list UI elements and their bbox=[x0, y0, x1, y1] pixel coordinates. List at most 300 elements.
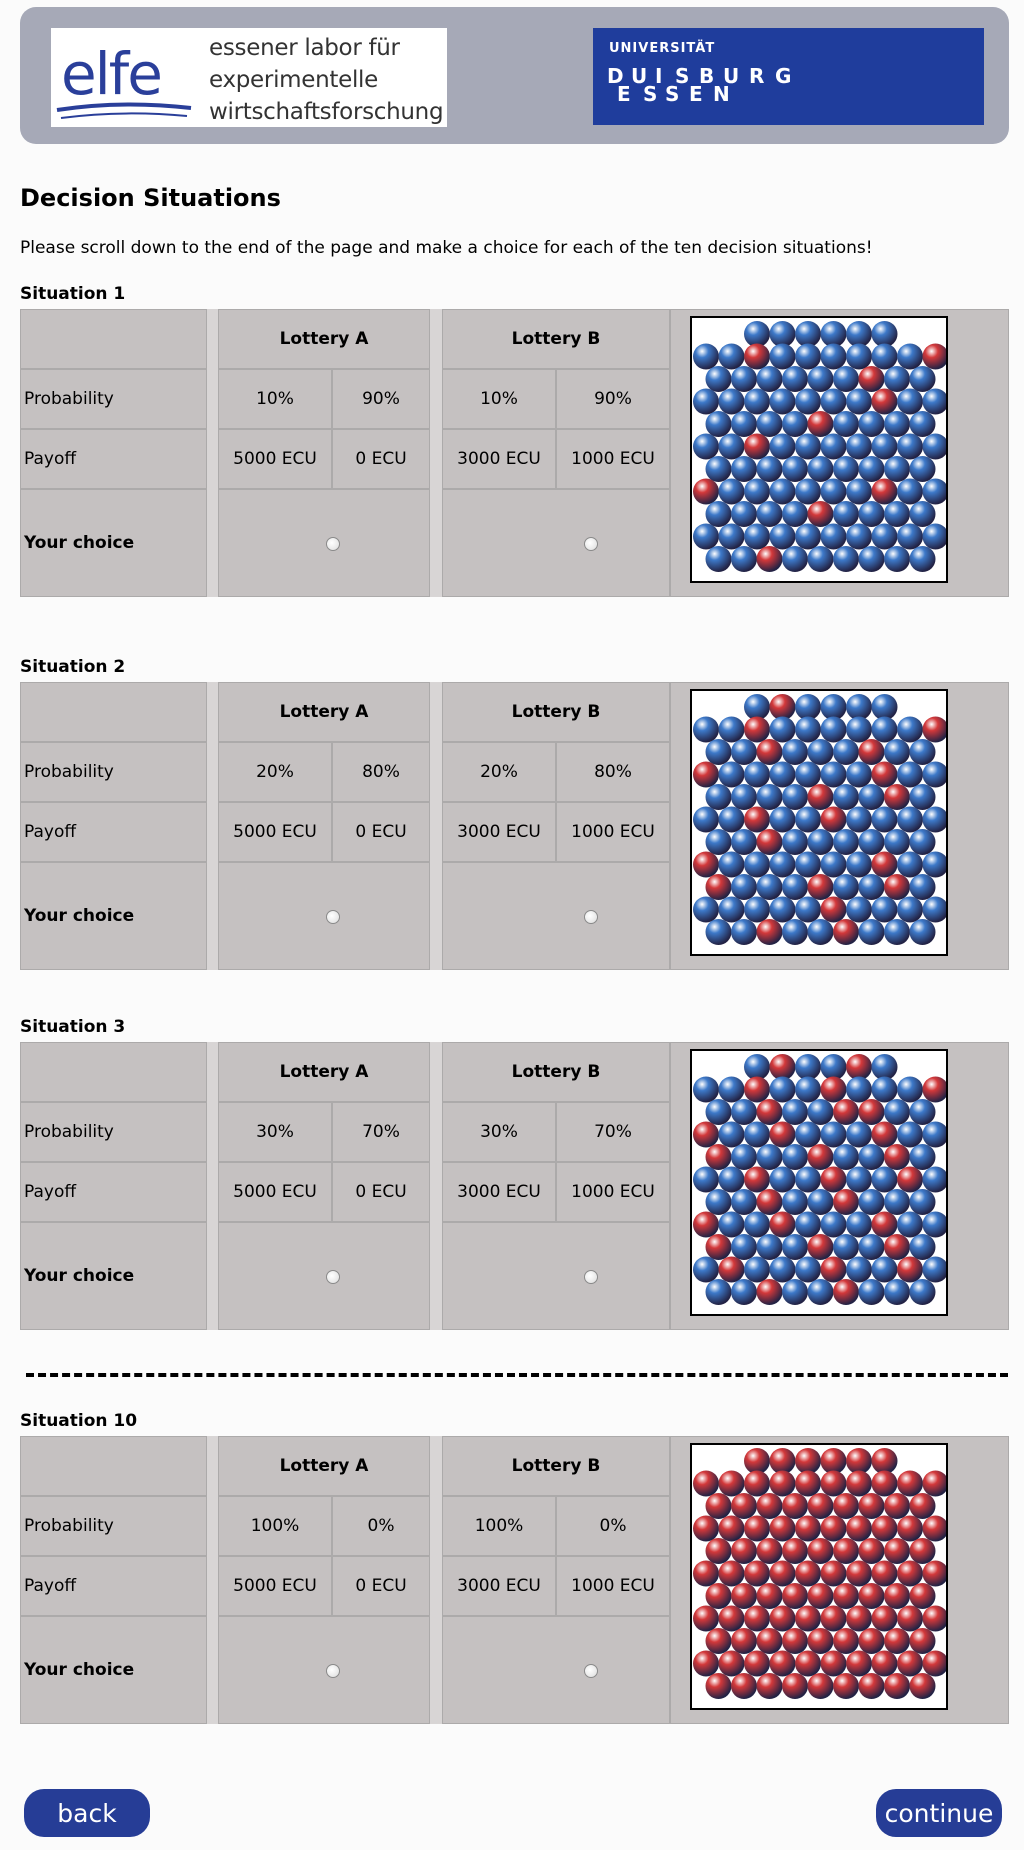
blue-ball bbox=[846, 434, 872, 460]
red-ball bbox=[846, 1471, 872, 1497]
red-ball bbox=[833, 1673, 859, 1699]
blue-ball bbox=[910, 1279, 936, 1305]
blue-ball bbox=[910, 456, 936, 482]
column-separator bbox=[430, 1436, 442, 1724]
red-ball bbox=[821, 1516, 847, 1542]
red-ball bbox=[821, 1257, 847, 1283]
blue-ball bbox=[846, 762, 872, 788]
elfe-line-2: experimentelle bbox=[209, 67, 378, 93]
red-ball bbox=[872, 479, 898, 505]
your-choice-label: Your choice bbox=[24, 1660, 135, 1680]
blue-ball bbox=[719, 762, 745, 788]
red-ball bbox=[719, 1516, 745, 1542]
choice-radio-lottery-b[interactable] bbox=[584, 537, 598, 551]
red-ball bbox=[872, 1516, 898, 1542]
red-ball bbox=[859, 366, 885, 392]
blue-ball bbox=[846, 1257, 872, 1283]
red-ball bbox=[706, 874, 732, 900]
blue-ball bbox=[706, 784, 732, 810]
red-ball bbox=[833, 1493, 859, 1519]
uni-letter: E bbox=[689, 82, 705, 106]
payoff-value: 5000 ECU bbox=[233, 1182, 317, 1202]
red-ball bbox=[859, 1493, 885, 1519]
blue-ball bbox=[821, 1122, 847, 1148]
red-ball bbox=[884, 874, 910, 900]
table-cell bbox=[218, 489, 430, 597]
situation-title: Situation 10 bbox=[20, 1411, 138, 1431]
blue-ball bbox=[757, 456, 783, 482]
blue-ball bbox=[770, 897, 796, 923]
lottery-b-header: Lottery B bbox=[511, 1456, 601, 1476]
red-ball bbox=[757, 739, 783, 765]
red-ball bbox=[731, 1673, 757, 1699]
red-ball bbox=[744, 1448, 770, 1474]
blue-ball bbox=[846, 1122, 872, 1148]
blue-ball bbox=[833, 874, 859, 900]
red-ball bbox=[846, 1448, 872, 1474]
probability-label: Probability bbox=[24, 762, 114, 782]
blue-ball bbox=[719, 524, 745, 550]
red-ball bbox=[744, 807, 770, 833]
blue-ball bbox=[744, 389, 770, 415]
blue-ball bbox=[731, 919, 757, 945]
situation-title: Situation 1 bbox=[20, 284, 126, 304]
blue-ball bbox=[693, 389, 719, 415]
blue-ball bbox=[795, 1212, 821, 1238]
payoff-value: 0 ECU bbox=[355, 822, 407, 842]
payoff-value: 5000 ECU bbox=[233, 822, 317, 842]
blue-ball bbox=[706, 366, 732, 392]
probability-value: 0% bbox=[599, 1516, 627, 1536]
red-ball bbox=[910, 1493, 936, 1519]
blue-ball bbox=[731, 366, 757, 392]
blue-ball bbox=[795, 807, 821, 833]
urn-image bbox=[690, 689, 948, 956]
blue-ball bbox=[706, 1099, 732, 1125]
blue-ball bbox=[770, 321, 796, 347]
red-ball bbox=[693, 1212, 719, 1238]
red-ball bbox=[821, 1077, 847, 1103]
blue-ball bbox=[884, 919, 910, 945]
red-ball bbox=[821, 1471, 847, 1497]
probability-value: 20% bbox=[480, 762, 518, 782]
blue-ball bbox=[719, 717, 745, 743]
red-ball bbox=[693, 1561, 719, 1587]
probability-value: 0% bbox=[367, 1516, 395, 1536]
blue-ball bbox=[782, 1279, 808, 1305]
blue-ball bbox=[846, 1167, 872, 1193]
blue-ball bbox=[872, 321, 898, 347]
blue-ball bbox=[731, 1234, 757, 1260]
red-ball bbox=[693, 1122, 719, 1148]
blue-ball bbox=[795, 524, 821, 550]
red-ball bbox=[770, 1561, 796, 1587]
red-ball bbox=[744, 717, 770, 743]
blue-ball bbox=[706, 456, 732, 482]
payoff-value: 1000 ECU bbox=[571, 822, 655, 842]
choice-radio-lottery-a[interactable] bbox=[326, 1664, 340, 1678]
red-ball bbox=[897, 1606, 923, 1632]
choice-radio-lottery-b[interactable] bbox=[584, 1664, 598, 1678]
probability-label: Probability bbox=[24, 1516, 114, 1536]
blue-ball bbox=[719, 434, 745, 460]
blue-ball bbox=[719, 389, 745, 415]
red-ball bbox=[872, 1606, 898, 1632]
blue-ball bbox=[872, 434, 898, 460]
red-ball bbox=[795, 1471, 821, 1497]
blue-ball bbox=[744, 524, 770, 550]
lottery-a-header: Lottery A bbox=[279, 1062, 369, 1082]
blue-ball bbox=[821, 344, 847, 370]
blue-ball bbox=[821, 479, 847, 505]
blue-ball bbox=[731, 784, 757, 810]
blue-ball bbox=[795, 389, 821, 415]
your-choice-label: Your choice bbox=[24, 1266, 135, 1286]
red-ball bbox=[923, 1651, 947, 1677]
blue-ball bbox=[782, 784, 808, 810]
blue-ball bbox=[770, 344, 796, 370]
blue-ball bbox=[910, 1099, 936, 1125]
blue-ball bbox=[821, 852, 847, 878]
payoff-value: 5000 ECU bbox=[233, 1576, 317, 1596]
table-cell bbox=[218, 862, 430, 970]
column-separator bbox=[430, 1042, 442, 1330]
blue-ball bbox=[859, 1234, 885, 1260]
red-ball bbox=[757, 1279, 783, 1305]
red-ball bbox=[770, 1516, 796, 1542]
red-ball bbox=[808, 1493, 834, 1519]
blue-ball bbox=[719, 1122, 745, 1148]
blue-ball bbox=[910, 411, 936, 437]
blue-ball bbox=[782, 546, 808, 572]
blue-ball bbox=[693, 807, 719, 833]
blue-ball bbox=[859, 411, 885, 437]
blue-ball bbox=[731, 501, 757, 527]
red-ball bbox=[757, 1628, 783, 1654]
elfe-logo bbox=[51, 28, 201, 127]
blue-ball bbox=[833, 456, 859, 482]
blue-ball bbox=[706, 411, 732, 437]
red-ball bbox=[782, 1628, 808, 1654]
blue-ball bbox=[910, 546, 936, 572]
blue-ball bbox=[910, 1189, 936, 1215]
university-label: UNIVERSITÄT bbox=[609, 41, 716, 56]
blue-ball bbox=[859, 874, 885, 900]
blue-ball bbox=[744, 1054, 770, 1080]
red-ball bbox=[872, 762, 898, 788]
continue-button[interactable]: continue bbox=[876, 1789, 1002, 1837]
uni-letter: U bbox=[723, 64, 742, 88]
payoff-label: Payoff bbox=[24, 822, 77, 842]
choice-radio-lottery-a[interactable] bbox=[326, 537, 340, 551]
blue-ball bbox=[693, 524, 719, 550]
payoff-value: 3000 ECU bbox=[457, 1576, 541, 1596]
blue-ball bbox=[719, 479, 745, 505]
blue-ball bbox=[731, 829, 757, 855]
red-ball bbox=[884, 1628, 910, 1654]
probability-value: 80% bbox=[594, 762, 632, 782]
red-ball bbox=[923, 344, 947, 370]
probability-value: 90% bbox=[362, 389, 400, 409]
probability-value: 100% bbox=[250, 1516, 300, 1536]
red-ball bbox=[910, 1538, 936, 1564]
blue-ball bbox=[770, 1167, 796, 1193]
blue-ball bbox=[833, 829, 859, 855]
probability-label: Probability bbox=[24, 389, 114, 409]
blue-ball bbox=[884, 546, 910, 572]
blue-ball bbox=[872, 807, 898, 833]
blue-ball bbox=[897, 479, 923, 505]
red-ball bbox=[872, 1561, 898, 1587]
blue-ball bbox=[757, 411, 783, 437]
red-ball bbox=[770, 1471, 796, 1497]
blue-ball bbox=[719, 1212, 745, 1238]
blue-ball bbox=[744, 1212, 770, 1238]
blue-ball bbox=[782, 501, 808, 527]
blue-ball bbox=[731, 874, 757, 900]
blue-ball bbox=[897, 344, 923, 370]
blue-ball bbox=[795, 434, 821, 460]
blue-ball bbox=[782, 1099, 808, 1125]
red-ball bbox=[884, 1493, 910, 1519]
red-ball bbox=[795, 1651, 821, 1677]
urn-image bbox=[690, 1443, 948, 1710]
red-ball bbox=[719, 1561, 745, 1587]
blue-ball bbox=[846, 344, 872, 370]
red-ball bbox=[782, 1493, 808, 1519]
intro-text: Please scroll down to the end of the page and make a choice for each of the ten decision situations! bbox=[20, 238, 873, 258]
red-ball bbox=[897, 1257, 923, 1283]
red-ball bbox=[719, 1257, 745, 1283]
blue-ball bbox=[795, 1077, 821, 1103]
red-ball bbox=[821, 1448, 847, 1474]
blue-ball bbox=[782, 366, 808, 392]
red-ball bbox=[808, 1234, 834, 1260]
payoff-value: 3000 ECU bbox=[457, 449, 541, 469]
red-ball bbox=[795, 1516, 821, 1542]
blue-ball bbox=[897, 762, 923, 788]
red-ball bbox=[744, 1651, 770, 1677]
blue-ball bbox=[757, 1234, 783, 1260]
blue-ball bbox=[693, 1167, 719, 1193]
blue-ball bbox=[795, 762, 821, 788]
red-ball bbox=[897, 1471, 923, 1497]
blue-ball bbox=[833, 546, 859, 572]
red-ball bbox=[693, 1516, 719, 1542]
blue-ball bbox=[731, 1099, 757, 1125]
red-ball bbox=[884, 1583, 910, 1609]
blue-ball bbox=[859, 546, 885, 572]
blue-ball bbox=[782, 919, 808, 945]
probability-value: 90% bbox=[594, 389, 632, 409]
blue-ball bbox=[859, 1279, 885, 1305]
blue-ball bbox=[923, 1212, 947, 1238]
choice-radio-lottery-b[interactable] bbox=[584, 910, 598, 924]
blue-ball bbox=[782, 1144, 808, 1170]
probability-value: 80% bbox=[362, 762, 400, 782]
elfe-line-3: wirtschaftsforschung bbox=[209, 99, 444, 125]
university-logo bbox=[593, 28, 984, 125]
blue-ball bbox=[884, 366, 910, 392]
blue-ball bbox=[923, 1167, 947, 1193]
red-ball bbox=[757, 1099, 783, 1125]
red-ball bbox=[744, 1167, 770, 1193]
choice-radio-lottery-a[interactable] bbox=[326, 910, 340, 924]
blue-ball bbox=[782, 1189, 808, 1215]
red-ball bbox=[770, 694, 796, 720]
blue-ball bbox=[846, 389, 872, 415]
red-ball bbox=[693, 1606, 719, 1632]
red-ball bbox=[821, 1167, 847, 1193]
page-title: Decision Situations bbox=[20, 184, 281, 212]
blue-ball bbox=[872, 344, 898, 370]
probability-value: 70% bbox=[362, 1122, 400, 1142]
red-ball bbox=[872, 1212, 898, 1238]
column-separator bbox=[430, 309, 442, 597]
red-ball bbox=[821, 1561, 847, 1587]
payoff-value: 1000 ECU bbox=[571, 449, 655, 469]
blue-ball bbox=[833, 501, 859, 527]
red-ball bbox=[782, 1673, 808, 1699]
red-ball bbox=[757, 829, 783, 855]
red-ball bbox=[706, 1538, 732, 1564]
blue-ball bbox=[770, 389, 796, 415]
uni-letter: N bbox=[713, 82, 732, 106]
red-ball bbox=[833, 919, 859, 945]
red-ball bbox=[744, 1606, 770, 1632]
blue-ball bbox=[859, 829, 885, 855]
blue-ball bbox=[808, 1279, 834, 1305]
omission-divider bbox=[26, 1373, 1008, 1377]
red-ball bbox=[897, 1651, 923, 1677]
blue-ball bbox=[744, 897, 770, 923]
red-ball bbox=[757, 1673, 783, 1699]
blue-ball bbox=[897, 717, 923, 743]
blue-ball bbox=[884, 1189, 910, 1215]
uni-letter: R bbox=[749, 64, 767, 88]
urn-image bbox=[690, 316, 948, 583]
red-ball bbox=[923, 1606, 947, 1632]
red-ball bbox=[706, 1583, 732, 1609]
blue-ball bbox=[744, 852, 770, 878]
red-ball bbox=[897, 1167, 923, 1193]
blue-ball bbox=[872, 694, 898, 720]
red-ball bbox=[744, 1471, 770, 1497]
blue-ball bbox=[859, 1144, 885, 1170]
blue-ball bbox=[897, 1212, 923, 1238]
blue-ball bbox=[859, 456, 885, 482]
blue-ball bbox=[897, 434, 923, 460]
red-ball bbox=[808, 501, 834, 527]
blue-ball bbox=[821, 524, 847, 550]
blue-ball bbox=[719, 897, 745, 923]
blue-ball bbox=[923, 479, 947, 505]
blue-ball bbox=[770, 852, 796, 878]
choice-radio-lottery-a[interactable] bbox=[326, 1270, 340, 1284]
payoff-label: Payoff bbox=[24, 1576, 77, 1596]
red-ball bbox=[731, 1583, 757, 1609]
svg-text:elfe: elfe bbox=[61, 40, 161, 108]
blue-ball bbox=[795, 694, 821, 720]
blue-ball bbox=[897, 524, 923, 550]
blue-ball bbox=[770, 762, 796, 788]
blue-ball bbox=[897, 897, 923, 923]
blue-ball bbox=[744, 762, 770, 788]
uni-letter: D bbox=[607, 64, 626, 88]
blue-ball bbox=[757, 366, 783, 392]
blue-ball bbox=[821, 1054, 847, 1080]
blue-ball bbox=[770, 479, 796, 505]
blue-ball bbox=[846, 1077, 872, 1103]
red-ball bbox=[757, 1583, 783, 1609]
red-ball bbox=[859, 1628, 885, 1654]
red-ball bbox=[731, 1628, 757, 1654]
blue-ball bbox=[770, 807, 796, 833]
red-ball bbox=[833, 1189, 859, 1215]
blue-ball bbox=[795, 344, 821, 370]
blue-ball bbox=[859, 1189, 885, 1215]
blue-ball bbox=[719, 1077, 745, 1103]
situation-table bbox=[20, 682, 1009, 970]
blue-ball bbox=[770, 717, 796, 743]
choice-radio-lottery-b[interactable] bbox=[584, 1270, 598, 1284]
blue-ball bbox=[846, 321, 872, 347]
blue-ball bbox=[693, 1257, 719, 1283]
red-ball bbox=[833, 1099, 859, 1125]
blue-ball bbox=[757, 874, 783, 900]
red-ball bbox=[706, 1144, 732, 1170]
blue-ball bbox=[910, 739, 936, 765]
blue-ball bbox=[770, 1257, 796, 1283]
blue-ball bbox=[719, 807, 745, 833]
blue-ball bbox=[833, 739, 859, 765]
blue-ball bbox=[884, 829, 910, 855]
blue-ball bbox=[897, 1077, 923, 1103]
uni-letter: B bbox=[699, 64, 717, 88]
back-button[interactable]: back bbox=[24, 1789, 150, 1837]
payoff-value: 0 ECU bbox=[355, 1182, 407, 1202]
red-ball bbox=[846, 1054, 872, 1080]
uni-letter: S bbox=[643, 82, 660, 106]
blue-ball bbox=[744, 321, 770, 347]
probability-value: 100% bbox=[474, 1516, 524, 1536]
blue-ball bbox=[884, 456, 910, 482]
red-ball bbox=[872, 1471, 898, 1497]
red-ball bbox=[821, 1606, 847, 1632]
table-cell bbox=[20, 1042, 207, 1102]
red-ball bbox=[808, 1538, 834, 1564]
blue-ball bbox=[744, 1122, 770, 1148]
blue-ball bbox=[770, 434, 796, 460]
red-ball bbox=[770, 1054, 796, 1080]
payoff-value: 0 ECU bbox=[355, 1576, 407, 1596]
lottery-b-header: Lottery B bbox=[511, 1062, 601, 1082]
blue-ball bbox=[846, 1212, 872, 1238]
blue-ball bbox=[770, 1077, 796, 1103]
blue-ball bbox=[770, 524, 796, 550]
red-ball bbox=[770, 1448, 796, 1474]
blue-ball bbox=[731, 456, 757, 482]
blue-ball bbox=[731, 1144, 757, 1170]
blue-ball bbox=[757, 1144, 783, 1170]
situation-title: Situation 2 bbox=[20, 657, 126, 677]
blue-ball bbox=[757, 501, 783, 527]
red-ball bbox=[731, 1538, 757, 1564]
red-ball bbox=[884, 784, 910, 810]
blue-ball bbox=[808, 456, 834, 482]
red-ball bbox=[923, 1561, 947, 1587]
red-ball bbox=[872, 1122, 898, 1148]
